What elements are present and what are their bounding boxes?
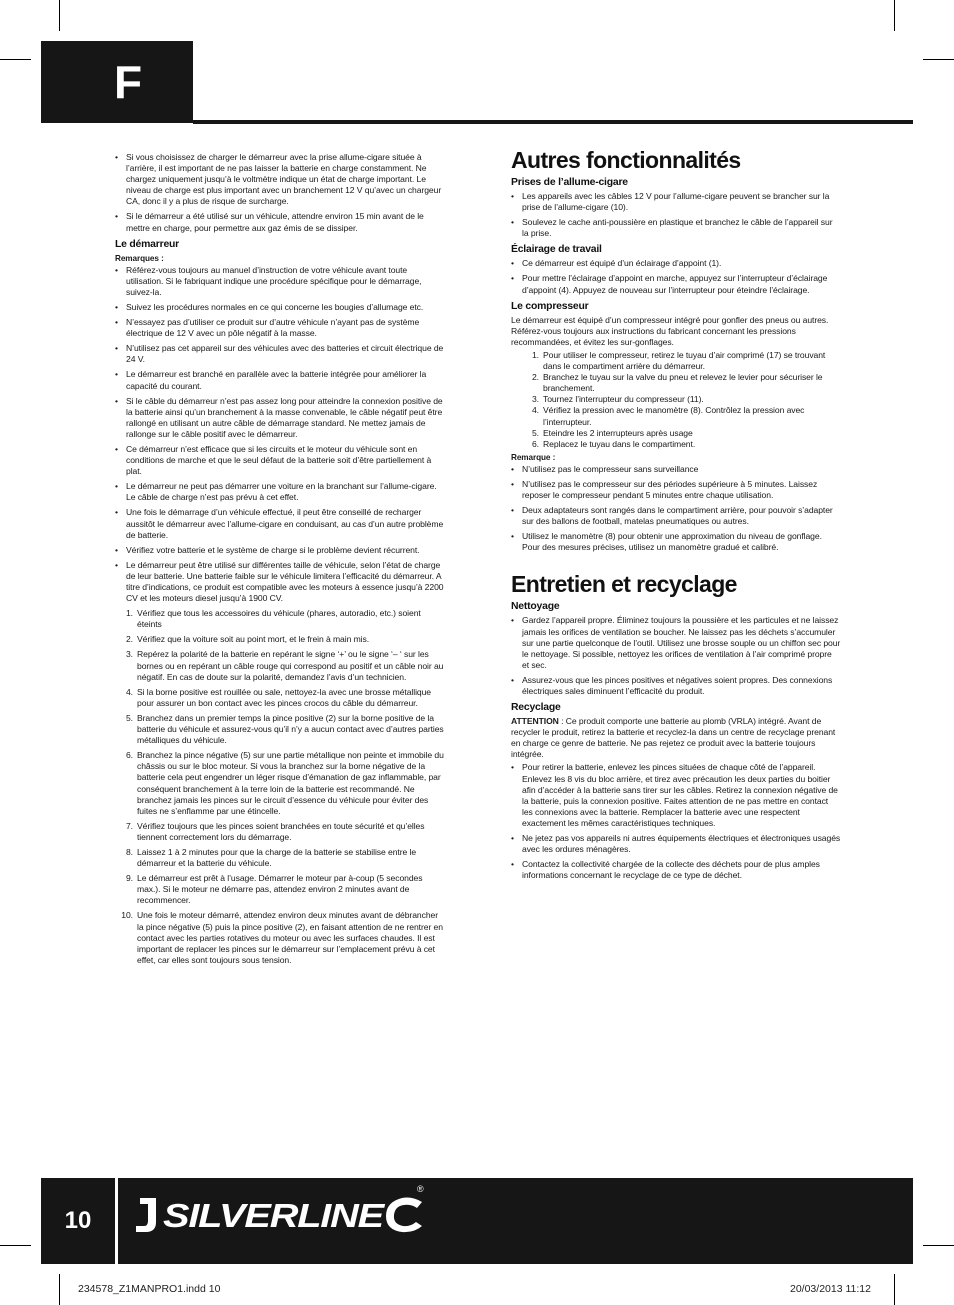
list-item: • Ne jetez pas vos appareils ni autres équipements électriques et électroniques usagés avec les ordures ménagères. [511, 833, 841, 855]
nettoyage-bullet-list [511, 615, 841, 697]
list-item: • Le démarreur est branché en parallèle avec la batterie intégrée pour améliorer la capacité du courant. [115, 369, 445, 391]
list-item: • N’utilisez pas le compresseur sans surveillance [511, 464, 841, 475]
list-item: • Ce démarreur n’est efficace que si les circuits et le moteur du véhicule sont en conditions de marche et que le seul défaut de la batterie soit d’être partiellement à plat. [115, 444, 445, 477]
crop-mark [923, 59, 954, 60]
crop-mark [0, 1245, 31, 1246]
remarques-bullet-list [115, 265, 445, 605]
header-rule [193, 120, 913, 124]
section-title-autres-fonctionnalites: Autres fonctionnalités [511, 147, 741, 173]
subheading-compresseur: Le compresseur [511, 300, 589, 312]
step-number: 7. [125, 820, 133, 831]
subheading-prises: Prises de l’allume-cigare [511, 177, 628, 188]
attention-label: ATTENTION [511, 716, 559, 727]
step-text: Le démarreur est prêt à l’usage. Démarrer le moteur par à-coup (5 secondes max.). Si le moteur ne démarre pas, attendez environ 2 minutes avant de recommencer. [137, 873, 423, 906]
list-item [521, 350, 841, 372]
list-item: • Les appareils avec les câbles 12 V pour l’allume-cigare peuvent se brancher sur la prise de l’allume-cigare (10). [511, 191, 841, 213]
step-number: 8. [125, 846, 133, 857]
demarrage-steps-list [115, 608, 445, 966]
subheading-nettoyage: Nettoyage [511, 601, 560, 613]
step-text: Replacez le tuyau dans le compartiment. [543, 438, 696, 449]
step-number: 3. [125, 649, 133, 660]
step-number: 5. [125, 712, 133, 723]
section-title-entretien-recyclage: Entretien et recyclage [511, 571, 737, 598]
recyclage-bullet-list [511, 762, 841, 881]
list-item: • Suivez les procédures normales en ce qui concerne les bougies d’allumage etc. [115, 302, 445, 313]
list-item [115, 687, 445, 709]
slug-file-info: 234578_Z1MANPRO1.indd 10 [78, 1283, 221, 1295]
language-tab [41, 41, 193, 123]
list-item [115, 847, 445, 869]
step-text: Pour utiliser le compresseur, retirez le tuyau d’air comprimé (17) se trouvant dans le compartiment arrière du démarreur. [543, 349, 826, 372]
left-column [115, 152, 445, 970]
list-item: • Pour retirer la batterie, enlevez les pinces situées de chaque côté de l’appareil. Enlevez les 8 vis du bloc arrière, et tirez avec précaution les deux parties du boitier afin d’accéder à la batterie sans tirer sur les câbles. Retirez la connexion négative de la batterie, puis la connexion positive. Faites attention de ne pas mettre en contact les connexions avec la batterie. Remplacer la batterie avec une respectent exactement les mêmes caractéristiques techniques. [511, 762, 841, 829]
crop-mark [894, 1274, 895, 1305]
list-item [115, 750, 445, 817]
list-item: • Contactez la collectivité chargée de la collecte des déchets pour de plus amples informations concernant le recyclage de ce type de déchet. [511, 859, 841, 881]
list-item: • Une fois le démarrage d’un véhicule effectué, il peut être conseillé de recharger aussitôt le démarreur avec l’allume-cigare en conduisant, au cas d’un autre problème de batterie. [115, 507, 445, 540]
section-heading-demarreur: Le démarreur [115, 238, 180, 250]
page-number: 10 [64, 1207, 92, 1234]
step-text: Une fois le moteur démarré, attendez environ deux minutes avant de débrancher la pince négative (5) puis la pince positive (2), en faisant attention de ne rentrer en contact avec les parties rotatives du moteur ou avec les surfaces chaudes. Il est important de replacer les pinces sur le démarreur sur l’emplacement prévu à cet effet, car elles sont toujours sous tension. [137, 910, 443, 965]
crop-mark [0, 59, 31, 60]
list-item [521, 428, 841, 439]
step-text: Vérifiez que la voiture soit au point mort, et le frein à main mis. [137, 634, 370, 645]
footer-divider [115, 1178, 118, 1264]
step-number: 5. [531, 427, 539, 438]
list-item [115, 634, 445, 645]
subheading-eclairage: Éclairage de travail [511, 244, 602, 256]
list-item [115, 608, 445, 630]
logo-wordmark: SILVERLINE [163, 1197, 386, 1234]
compresseur-paragraph: Le démarreur est équipé d’un compresseur intégré pour gonfler des pneus ou autres. Référez-vous toujours aux instructions du fabricant concernant les pressions recommandées, et évitez les sur-gonflages. [511, 314, 829, 347]
list-item [521, 394, 841, 405]
list-item: • Référez-vous toujours au manuel d’instruction de votre véhicule avant toute utilisation. Si le fabriquant indique une procédure spécifique pour le démarrage, suivez-la. [115, 265, 445, 298]
list-item [115, 821, 445, 843]
step-text: Vérifiez que tous les accessoires du véhicule (phares, autoradio, etc.) soient éteints [137, 608, 421, 630]
list-item: • N’essayez pas d’utiliser ce produit sur d’autre véhicule n’ayant pas de système électrique de 12 V avec un pôle négatif à la masse. [115, 317, 445, 339]
crop-mark [923, 1245, 954, 1246]
list-item: • Le démarreur ne peut pas démarrer une voiture en la branchant sur l’allume-cigare. Le câble de charge n’est pas prévu à cet effet. [115, 481, 445, 503]
registered-mark: ® [417, 1184, 424, 1194]
step-text: Branchez dans un premier temps la pince positive (2) sur la borne positive de la batterie du véhicule et assurez-vous qu’il n’y a aucun contact avec d’autres parties métalliques du véhicule. [137, 712, 444, 746]
crop-mark [59, 1274, 60, 1305]
step-text: Si la borne positive est rouillée ou sale, nettoyez-la avec une brosse métallique pour assurer un bon contact avec les pinces crocos du câble du démarreur. [137, 686, 431, 708]
list-item: • Soulevez le cache anti-poussière en plastique et branchez le câble de l’appareil sur la prise. [511, 217, 841, 239]
list-item: • Si vous choisissez de charger le démarreur avec la prise allume-cigare située à l’arrière, il est important de ne pas laisser la batterie en charge constamment. Ne chargez uniquement jusqu’à le voltmètre indique un état de charge important. Le niveau de charge est plus important avec un branchement 12 V qu’avec un chargeur CA, donc il y a plus de risque de surcharge. [115, 152, 445, 207]
list-item [115, 713, 445, 746]
step-text: Vérifiez toujours que les pinces soient branchées en toute sécurité et qu’elles tiennent correctement lors du démarrage. [137, 820, 425, 842]
list-item: • Gardez l’appareil propre. Éliminez toujours la poussière et les particules et ne laissez jamais les orifices de ventilation se boucher. Ne laissez pas les déchets s’accumuler sur une partie quelconque de l’outil. Utilisez une brosse souple ou un chiffon sec pour le nettoyage. Si possible, nettoyez les orifices de ventilation à l’air comprimé propre et sec. [511, 615, 841, 670]
list-item [115, 873, 445, 906]
list-item [115, 910, 445, 965]
step-text: Branchez la pince négative (5) sur une partie métallique non peinte et immobile du châssis ou sur le bloc moteur. Si vous la branchez sur la borne négative de la batterie cela peut engendrer un léger risque d’émanation de gaz inflammable, par conséquent branchement à la terre loin de la batterie est recommandé. Ne branchez jamais les pinces sur le circuit d’essence du véhicule pour éviter des fuites ne s’enflamme par une étincelle. [137, 750, 444, 816]
step-number: 6. [531, 438, 539, 449]
step-number: 1. [125, 608, 133, 619]
step-text: Eteindre les 2 interrupteurs après usage [543, 427, 693, 438]
subheading-recyclage: Recyclage [511, 702, 561, 714]
silverline-logo [130, 1186, 430, 1240]
list-item: • Ce démarreur est équipé d’un éclairage d’appoint (1). [511, 258, 841, 269]
step-number: 1. [531, 349, 539, 360]
step-text: Branchez le tuyau sur la valve du pneu et relevez le levier pour sécuriser le branchement. [543, 372, 823, 394]
list-item: • Pour mettre l’éclairage d’appoint en marche, appuyez sur l’interrupteur d’éclairage d’appoint (4). Appuyez de nouveau sur l’interrupteur pour éteindre l’éclairage. [511, 273, 841, 295]
language-letter: F [114, 56, 143, 108]
attention-text: : Ce produit comporte une batterie au plomb (VRLA) intégré. Avant de recycler le produit, retirez la batterie et recyclez-la dans un centre de recyclage prenant en charge ce genre de batterie. Ne pas rejetez ce produit avec la batterie toujours intégrée. [511, 716, 836, 760]
step-number: 3. [531, 394, 539, 405]
attention-paragraph [511, 716, 841, 760]
slug-date-info: 20/03/2013 11:12 [790, 1283, 871, 1295]
intro-bullet-list [115, 152, 445, 234]
crop-mark [59, 0, 60, 31]
right-column [511, 147, 841, 885]
list-item: • Si le câble du démarreur n’est pas assez long pour atteindre la connexion positive de la batterie ainsi qu’un branchement à la masse convenable, le câble négatif peut être rallongé en utilisant un autre câble de démarrage standard. Ne mettez jamais de rallonge sur le câble positif avec le démarreur. [115, 396, 445, 440]
prises-bullet-list [511, 191, 841, 239]
list-item: • Vérifiez votre batterie et le système de charge si le problème devient récurrent. [115, 545, 445, 556]
step-number: 9. [125, 873, 133, 884]
list-item [521, 372, 841, 394]
list-item: • N’utilisez pas le compresseur sur des périodes supérieure à 5 minutes. Laissez reposer le compresseur pendant 5 minutes entre chaque utilisation. [511, 479, 841, 501]
list-item [521, 439, 841, 450]
list-item: • Assurez-vous que les pinces positives et négatives soient propres. Des connexions électriques sales diminuent l’efficacité du produit. [511, 675, 841, 697]
step-text: Tournez l’interrupteur du compresseur (11). [543, 394, 704, 405]
list-item: • Deux adaptateurs sont rangés dans le compartiment arrière, pour pouvoir s’adapter sur des ballons de football, matelas pneumatiques ou autres. [511, 505, 841, 527]
crop-mark [894, 0, 895, 31]
step-text: Repérez la polarité de la batterie en repérant le signe ‘+’ ou le signe ‘– ‘ sur les bornes ou en repérant un câble rouge qui correspond au positif et un câble noir au négatif. En cas de doute sur la polarité, demandez l’avis d’un technicien. [137, 649, 444, 682]
list-item: • Si le démarreur a été utilisé sur un véhicule, attendre environ 15 min avant de le mettre en charge, pour permettre aux gaz émis de se dissiper. [115, 211, 445, 233]
step-number: 6. [125, 750, 133, 761]
eclairage-bullet-list [511, 258, 841, 295]
list-item [521, 405, 841, 427]
list-item: • N’utilisez pas cet appareil sur des véhicules avec des batteries et circuit électrique de 24 V. [115, 343, 445, 365]
step-text: Vérifiez la pression avec le manomètre (8). Contrôlez la pression avec l’interrupteur. [543, 405, 805, 427]
remarque-bullet-list [511, 464, 841, 554]
remarque-label: Remarque : [511, 452, 556, 462]
step-number: 2. [531, 372, 539, 383]
step-number: 10. [121, 910, 133, 921]
step-number: 4. [125, 686, 133, 697]
list-item [115, 649, 445, 682]
step-number: 4. [531, 405, 539, 416]
list-item: • Le démarreur peut être utilisé sur différentes taille de véhicule, selon l’état de charge de leur batterie. Une batterie faible sur le véhicule limitera l’efficacité du démarreur. A titre d’indications, ce produit est compatible avec les moteurs à essence jusqu’à 2200 CV et les moteurs diesel jusqu’à 1900 CV. [115, 560, 445, 604]
compresseur-steps-list [511, 350, 841, 450]
logo-left-hook [136, 1198, 156, 1232]
list-item: • Utilisez le manomètre (8) pour obtenir une approximation du niveau de gonflage. Pour des mesures précises, utilisez un manomètre gradué et calibré. [511, 531, 841, 553]
remarques-label: Remarques : [115, 253, 164, 263]
logo-c-swoosh [386, 1198, 422, 1233]
step-text: Laissez 1 à 2 minutes pour que la charge de la batterie se stabilise entre le démarreur et la batterie du véhicule. [137, 846, 417, 869]
step-number: 2. [125, 634, 133, 645]
